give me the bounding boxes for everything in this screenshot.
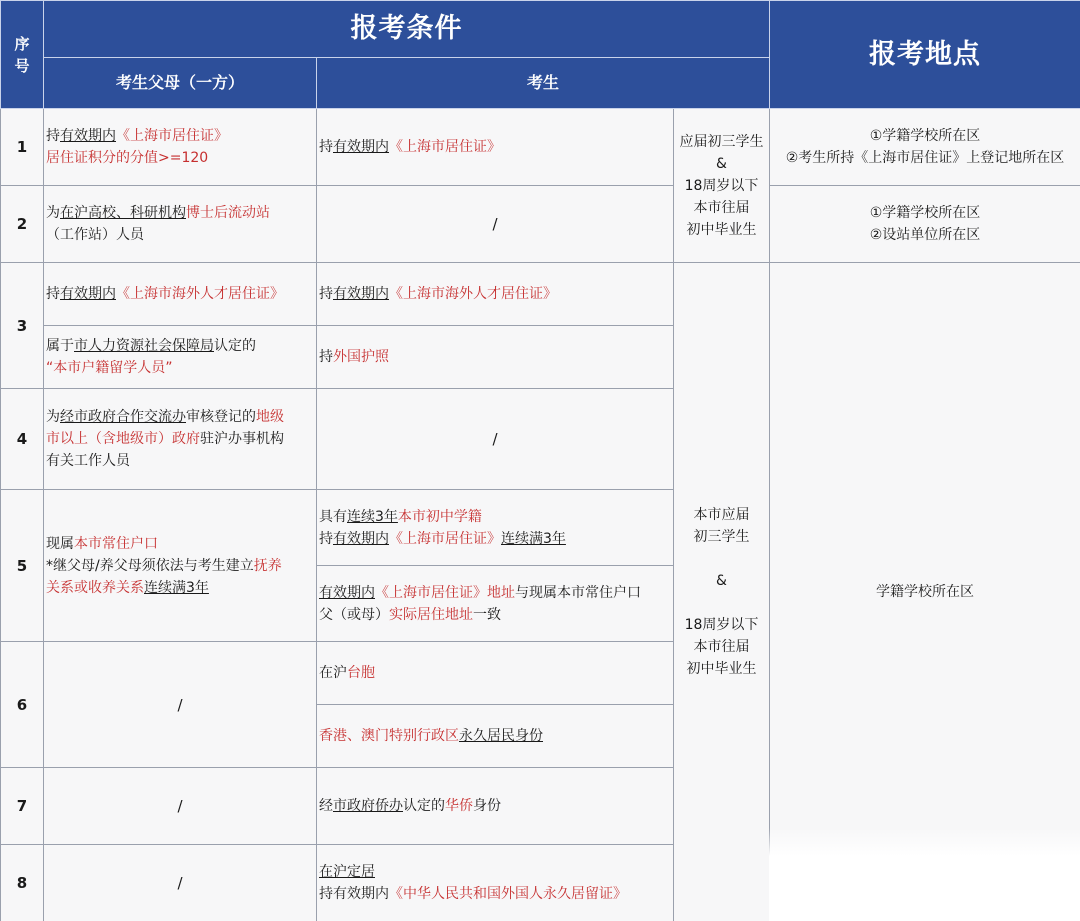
text-line <box>46 283 314 305</box>
text-segment: 认定的 <box>214 338 256 354</box>
text-line <box>319 662 671 684</box>
exam-location-general: 学籍学校所在区 <box>770 263 1080 921</box>
group-line: 初三学生 <box>693 529 750 545</box>
text-segment: 连续满3年 <box>144 579 209 596</box>
text-segment: *继父母/养父母须依法与考生建立 <box>46 557 254 574</box>
parent-condition <box>44 490 317 642</box>
text-segment: 持 <box>319 530 333 547</box>
text-line <box>319 346 671 368</box>
text-segment: 连续3年 <box>347 508 398 525</box>
student-condition <box>317 490 674 566</box>
group-line: 应届初三学生 <box>679 133 764 150</box>
student-condition <box>317 566 674 642</box>
text-segment: 持 <box>46 128 60 144</box>
text-line <box>772 125 1078 147</box>
text-line <box>46 202 314 224</box>
text-segment: 《上海市居住证》地址 <box>375 584 515 601</box>
text-segment: 有关工作人员 <box>46 453 130 469</box>
text-line <box>772 202 1078 224</box>
text-segment: 地级 <box>256 409 284 425</box>
student-condition <box>317 109 674 186</box>
text-segment: 实际居住地址 <box>389 606 473 623</box>
student-condition <box>317 326 674 389</box>
text-segment: ①学籍学校所在区 <box>869 128 981 144</box>
parent-condition <box>44 186 317 263</box>
text-segment: 在沪定居 <box>319 864 375 880</box>
text-segment: 《上海市海外人才居住证》 <box>116 286 284 302</box>
text-line <box>46 335 314 357</box>
text-segment: 华侨 <box>445 798 473 814</box>
text-segment: 永久居民身份 <box>459 728 543 744</box>
index-header: 序 号 <box>1 1 44 109</box>
student-condition <box>317 705 674 768</box>
text-line <box>46 147 314 169</box>
student-condition-empty: / <box>317 186 674 263</box>
student-column-header: 考生 <box>317 58 770 109</box>
text-line <box>46 450 314 472</box>
text-segment: “本市户籍留学人员” <box>46 360 173 376</box>
parent-condition <box>44 263 317 326</box>
text-segment: 一致 <box>473 606 501 623</box>
text-segment: 在沪 <box>319 665 347 681</box>
exam-location <box>770 186 1080 263</box>
text-line <box>46 428 314 450</box>
group-line: 初中毕业生 <box>686 221 757 238</box>
text-segment: ①学籍学校所在区 <box>869 205 981 221</box>
text-segment: 有效期内 <box>333 139 389 155</box>
conditions-header: 报考条件 <box>44 1 770 58</box>
student-group-1 <box>674 109 770 263</box>
text-segment: 市人力资源社会保障局 <box>74 338 214 354</box>
student-condition <box>317 642 674 705</box>
text-line <box>772 224 1078 246</box>
text-segment: 有效期内 <box>319 584 375 601</box>
group-line: & <box>716 155 727 172</box>
text-segment: 经 <box>319 798 333 814</box>
row-number: 4 <box>1 389 44 490</box>
text-segment: 具有 <box>319 508 347 525</box>
group-line <box>676 548 767 570</box>
group-line: 18周岁以下 <box>684 617 759 633</box>
text-segment: 关系或收养关系 <box>46 579 144 596</box>
text-line <box>319 883 671 905</box>
row-number: 5 <box>1 490 44 642</box>
text-line <box>319 506 671 528</box>
text-line <box>46 533 314 555</box>
group-line <box>676 592 767 614</box>
text-segment: （工作站）人员 <box>46 227 144 243</box>
text-segment: 台胞 <box>347 665 375 681</box>
text-segment: 《上海市海外人才居住证》 <box>389 286 557 302</box>
text-segment: 有效期内 <box>60 128 116 144</box>
text-segment: 持 <box>319 286 333 302</box>
row-number: 3 <box>1 263 44 389</box>
group-line: & <box>716 573 727 589</box>
bottom-right-fade <box>769 828 1080 921</box>
text-segment: 为 <box>46 205 60 221</box>
text-segment: 身份 <box>473 798 501 814</box>
text-segment: 现属 <box>46 535 74 552</box>
text-segment: 市以上（含地级市）政府 <box>46 431 200 447</box>
text-segment: 《上海市居住证》 <box>389 530 501 547</box>
text-segment: 有效期内 <box>333 530 389 547</box>
text-segment: 与现属本市常住户口 <box>515 584 641 601</box>
student-condition-empty: / <box>317 389 674 490</box>
parent-condition-empty: / <box>44 845 317 921</box>
parent-column-header: 考生父母（一方） <box>44 58 317 109</box>
text-line <box>46 555 314 577</box>
text-segment: 外国护照 <box>333 349 389 365</box>
text-line <box>319 136 671 158</box>
text-segment: 审核登记的 <box>186 409 256 425</box>
text-line <box>46 125 314 147</box>
parent-condition <box>44 109 317 186</box>
text-segment: 居住证积分的分值>=120 <box>46 150 209 166</box>
text-line <box>46 224 314 246</box>
text-segment: ②设站单位所在区 <box>869 227 981 243</box>
text-segment: 有效期内 <box>60 286 116 302</box>
text-segment: 香港、澳门特别行政区 <box>319 728 459 744</box>
text-line <box>46 406 314 428</box>
row-number: 7 <box>1 768 44 845</box>
group-line: 本市应届 <box>693 507 750 523</box>
text-segment: 持 <box>46 286 60 302</box>
text-line <box>46 357 314 379</box>
parent-condition <box>44 326 317 389</box>
parent-condition-empty: / <box>44 642 317 768</box>
text-segment: 持 <box>319 139 333 155</box>
row-number: 8 <box>1 845 44 921</box>
group-line: 18周岁以下 <box>684 177 759 194</box>
text-segment: 本市初中学籍 <box>397 508 482 525</box>
text-segment: 本市常住户口 <box>74 535 158 552</box>
text-line <box>319 528 671 550</box>
text-segment: ②考生所持《上海市居住证》上登记地所在区 <box>785 150 1065 166</box>
text-line <box>319 861 671 883</box>
parent-condition <box>44 389 317 490</box>
text-segment: 持有效期内 <box>319 886 389 902</box>
text-line <box>772 147 1078 169</box>
text-line <box>46 577 314 599</box>
text-segment: 为 <box>46 409 60 425</box>
text-segment: 驻沪办事机构 <box>200 431 284 447</box>
text-segment: 父（或母） <box>319 606 389 623</box>
text-line <box>319 795 671 817</box>
text-segment: 属于 <box>46 338 74 354</box>
text-line <box>319 283 671 305</box>
student-condition <box>317 263 674 326</box>
text-segment: 抚养 <box>253 557 282 574</box>
text-line <box>319 604 671 626</box>
exam-location <box>770 109 1080 186</box>
group-line: 本市往届 <box>693 639 750 655</box>
text-segment: 持 <box>319 349 333 365</box>
text-segment: 连续满3年 <box>501 530 566 547</box>
row-number: 1 <box>1 109 44 186</box>
row-number: 6 <box>1 642 44 768</box>
text-line <box>319 725 671 747</box>
text-segment: 《中华人民共和国外国人永久居留证》 <box>389 886 627 902</box>
parent-condition-empty: / <box>44 768 317 845</box>
text-segment: 经市政府合作交流办 <box>60 409 186 425</box>
group-line: 初中毕业生 <box>686 661 757 677</box>
text-line <box>319 582 671 604</box>
text-segment: 《上海市居住证》 <box>116 128 228 144</box>
text-segment: 在沪高校、科研机构 <box>60 205 186 221</box>
student-condition <box>317 768 674 845</box>
text-segment: 有效期内 <box>333 286 389 302</box>
student-condition <box>317 845 674 921</box>
text-segment: 博士后流动站 <box>186 205 270 221</box>
location-header: 报考地点 <box>770 1 1080 109</box>
group-line: 本市往届 <box>693 199 750 216</box>
text-segment: 《上海市居住证》 <box>389 139 501 155</box>
text-segment: 认定的 <box>403 798 445 814</box>
student-group-2 <box>674 263 770 921</box>
row-number: 2 <box>1 186 44 263</box>
text-segment: 市政府侨办 <box>333 798 403 814</box>
